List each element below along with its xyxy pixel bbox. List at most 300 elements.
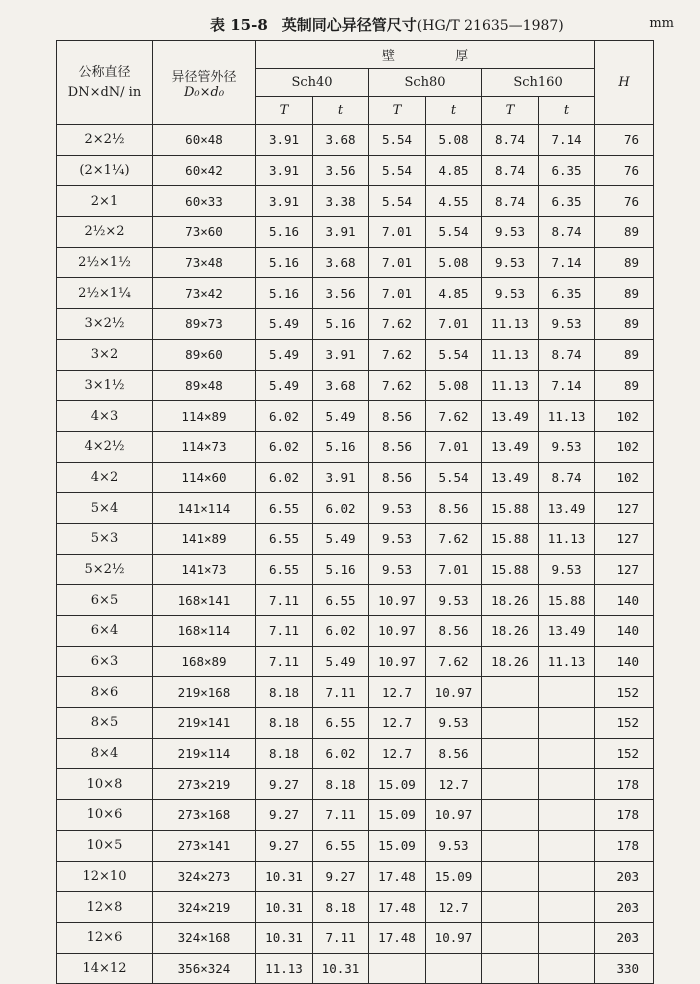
cell-dn: 3×1½	[57, 370, 153, 401]
cell-s80T: 10.97	[369, 585, 426, 616]
header-sch40-t: t	[313, 97, 369, 125]
cell-s40t: 5.16	[313, 309, 369, 340]
cell-od: 114×73	[153, 431, 256, 462]
cell-s160t	[539, 738, 595, 769]
cell-s160T	[482, 677, 539, 708]
cell-s80T: 8.56	[369, 401, 426, 432]
cell-s160t: 11.13	[539, 401, 595, 432]
cell-s160T	[482, 800, 539, 831]
cell-s80T: 15.09	[369, 800, 426, 831]
cell-s40t: 3.68	[313, 370, 369, 401]
cell-s40T: 7.11	[256, 646, 313, 677]
table-row	[57, 585, 654, 616]
cell-s160t	[539, 830, 595, 861]
cell-s80T: 7.01	[369, 247, 426, 278]
cell-H: 140	[595, 616, 654, 647]
cell-s40T: 6.02	[256, 401, 313, 432]
cell-dn: 3×2½	[57, 309, 153, 340]
cell-s80t: 7.01	[426, 309, 482, 340]
cell-s40T: 6.55	[256, 554, 313, 585]
cell-s40t: 3.56	[313, 155, 369, 186]
header-sch40: Sch40	[256, 69, 369, 97]
cell-s80T: 7.62	[369, 339, 426, 370]
unit-label: mm	[649, 16, 674, 31]
cell-H: 178	[595, 800, 654, 831]
table-title-text: 英制同心异径管尺寸	[281, 16, 417, 34]
cell-s40t: 6.02	[313, 616, 369, 647]
cell-dn: 4×2½	[57, 431, 153, 462]
cell-s40T: 9.27	[256, 769, 313, 800]
cell-s40T: 3.91	[256, 125, 313, 156]
cell-s40T: 8.18	[256, 708, 313, 739]
cell-H: 89	[595, 370, 654, 401]
cell-H: 140	[595, 646, 654, 677]
cell-H: 152	[595, 738, 654, 769]
cell-dn: 10×6	[57, 800, 153, 831]
cell-H: 89	[595, 247, 654, 278]
cell-s160T: 13.49	[482, 401, 539, 432]
cell-s40t: 5.16	[313, 431, 369, 462]
cell-H: 178	[595, 769, 654, 800]
table-caption	[0, 12, 700, 38]
header-H: H	[595, 41, 654, 125]
cell-s80T: 10.97	[369, 616, 426, 647]
cell-s80t: 4.85	[426, 278, 482, 309]
cell-s40T: 7.11	[256, 616, 313, 647]
cell-od: 141×114	[153, 493, 256, 524]
cell-s80T: 9.53	[369, 554, 426, 585]
cell-od: 114×60	[153, 462, 256, 493]
cell-s80T: 17.48	[369, 922, 426, 953]
table-row	[57, 339, 654, 370]
cell-s160T: 8.74	[482, 125, 539, 156]
cell-s160T: 18.26	[482, 616, 539, 647]
cell-od: 273×141	[153, 830, 256, 861]
cell-s40T: 10.31	[256, 922, 313, 953]
cell-s40t: 6.55	[313, 585, 369, 616]
cell-od: 219×114	[153, 738, 256, 769]
cell-dn: 5×2½	[57, 554, 153, 585]
cell-dn: 5×3	[57, 523, 153, 554]
cell-od: 89×73	[153, 309, 256, 340]
cell-s40t: 5.49	[313, 523, 369, 554]
cell-dn: 2½×1¼	[57, 278, 153, 309]
cell-s160T	[482, 769, 539, 800]
cell-s160t: 13.49	[539, 616, 595, 647]
cell-s80T: 5.54	[369, 186, 426, 217]
cell-s160t	[539, 677, 595, 708]
cell-s80T: 7.62	[369, 309, 426, 340]
cell-s80t: 4.55	[426, 186, 482, 217]
cell-s80t: 12.7	[426, 769, 482, 800]
cell-s160t: 7.14	[539, 125, 595, 156]
cell-s80T: 15.09	[369, 830, 426, 861]
table-row	[57, 186, 654, 217]
cell-dn: 2½×1½	[57, 247, 153, 278]
cell-od: 324×273	[153, 861, 256, 892]
cell-s160t: 7.14	[539, 247, 595, 278]
table-row	[57, 677, 654, 708]
cell-s80t: 7.01	[426, 554, 482, 585]
cell-s80T: 17.48	[369, 892, 426, 923]
cell-dn: 2×1	[57, 186, 153, 217]
cell-s80t: 5.54	[426, 339, 482, 370]
cell-s80T: 7.62	[369, 370, 426, 401]
cell-od: 168×141	[153, 585, 256, 616]
table-row	[57, 554, 654, 585]
cell-s160T	[482, 922, 539, 953]
header-reducer-od	[153, 41, 256, 125]
cell-od: 141×73	[153, 554, 256, 585]
cell-s40t: 3.56	[313, 278, 369, 309]
cell-s160t: 8.74	[539, 462, 595, 493]
table-row	[57, 462, 654, 493]
table-row	[57, 738, 654, 769]
header-sch40-T: T	[256, 97, 313, 125]
cell-s80T: 10.97	[369, 646, 426, 677]
cell-dn: 6×3	[57, 646, 153, 677]
cell-s160T	[482, 953, 539, 984]
table-row	[57, 830, 654, 861]
cell-od: 273×219	[153, 769, 256, 800]
cell-dn: 14×12	[57, 953, 153, 984]
cell-dn: 3×2	[57, 339, 153, 370]
cell-s80T: 8.56	[369, 431, 426, 462]
cell-H: 102	[595, 462, 654, 493]
cell-s40t: 8.18	[313, 892, 369, 923]
cell-dn: 10×5	[57, 830, 153, 861]
cell-s160T: 11.13	[482, 370, 539, 401]
cell-H: 102	[595, 431, 654, 462]
cell-s160t: 11.13	[539, 523, 595, 554]
cell-s160t: 8.74	[539, 339, 595, 370]
table-standard: (HG/T 21635—1987)	[416, 18, 564, 34]
cell-od: 324×168	[153, 922, 256, 953]
cell-s80T: 7.01	[369, 278, 426, 309]
cell-H: 76	[595, 125, 654, 156]
cell-s40t: 6.02	[313, 493, 369, 524]
cell-od: 60×33	[153, 186, 256, 217]
cell-dn: 6×4	[57, 616, 153, 647]
cell-s80T: 15.09	[369, 769, 426, 800]
cell-s80T: 12.7	[369, 677, 426, 708]
header-sch160-t: t	[539, 97, 595, 125]
cell-s40T: 6.55	[256, 523, 313, 554]
cell-s40T: 10.31	[256, 892, 313, 923]
header-nominal-diameter: 公称直径 DN×dN/ in	[57, 41, 153, 125]
cell-s80T: 7.01	[369, 217, 426, 248]
cell-s40T: 5.16	[256, 247, 313, 278]
cell-od: 114×89	[153, 401, 256, 432]
cell-s160T: 11.13	[482, 339, 539, 370]
cell-od: 60×42	[153, 155, 256, 186]
cell-s40T: 6.02	[256, 431, 313, 462]
header-reducer-od-symbol: D₀×d₀	[183, 84, 225, 100]
cell-H: 152	[595, 708, 654, 739]
header-sch160-T: T	[482, 97, 539, 125]
cell-s160t	[539, 922, 595, 953]
table-row	[57, 217, 654, 248]
cell-s160T: 15.88	[482, 523, 539, 554]
cell-s160T	[482, 861, 539, 892]
cell-s160t: 7.14	[539, 370, 595, 401]
cell-s80T: 9.53	[369, 493, 426, 524]
table-title	[210, 14, 564, 35]
cell-s80t: 9.53	[426, 708, 482, 739]
cell-H: 203	[595, 892, 654, 923]
cell-s160T	[482, 708, 539, 739]
cell-s160T: 13.49	[482, 462, 539, 493]
cell-od: 219×141	[153, 708, 256, 739]
table-row	[57, 493, 654, 524]
cell-s80t: 8.56	[426, 738, 482, 769]
cell-s80t: 9.53	[426, 585, 482, 616]
cell-s160T	[482, 830, 539, 861]
cell-s80t: 5.54	[426, 217, 482, 248]
table-row	[57, 646, 654, 677]
cell-s80T: 9.53	[369, 523, 426, 554]
header-reducer-od-label: 异径管外径	[171, 69, 237, 85]
cell-s40T: 5.16	[256, 217, 313, 248]
cell-s40t: 9.27	[313, 861, 369, 892]
cell-s80t: 5.08	[426, 125, 482, 156]
cell-H: 89	[595, 217, 654, 248]
cell-s40T: 8.18	[256, 738, 313, 769]
cell-s160t	[539, 953, 595, 984]
cell-H: 127	[595, 493, 654, 524]
cell-s80t	[426, 953, 482, 984]
cell-od: 89×48	[153, 370, 256, 401]
cell-s80T	[369, 953, 426, 984]
cell-s40t: 3.68	[313, 125, 369, 156]
table-row	[57, 431, 654, 462]
cell-s80T: 5.54	[369, 155, 426, 186]
cell-s40t: 5.16	[313, 554, 369, 585]
header-sch80: Sch80	[369, 69, 482, 97]
cell-s40T: 9.27	[256, 830, 313, 861]
cell-od: 324×219	[153, 892, 256, 923]
cell-dn: 5×4	[57, 493, 153, 524]
table-row	[57, 616, 654, 647]
cell-s40t: 5.49	[313, 646, 369, 677]
cell-s40t: 5.49	[313, 401, 369, 432]
cell-H: 140	[595, 585, 654, 616]
header-sch160: Sch160	[482, 69, 595, 97]
cell-s160T	[482, 892, 539, 923]
cell-dn: 10×8	[57, 769, 153, 800]
cell-s80t: 5.08	[426, 247, 482, 278]
cell-s160T: 9.53	[482, 217, 539, 248]
cell-s160T: 8.74	[482, 155, 539, 186]
cell-s40T: 5.49	[256, 370, 313, 401]
cell-dn: 4×2	[57, 462, 153, 493]
table-row	[57, 125, 654, 156]
cell-s160t: 9.53	[539, 431, 595, 462]
cell-od: 73×48	[153, 247, 256, 278]
cell-H: 152	[595, 677, 654, 708]
cell-s80t: 10.97	[426, 677, 482, 708]
cell-H: 89	[595, 339, 654, 370]
cell-od: 73×60	[153, 217, 256, 248]
table-row	[57, 309, 654, 340]
cell-s40T: 9.27	[256, 800, 313, 831]
cell-s80t: 5.54	[426, 462, 482, 493]
cell-s80t: 15.09	[426, 861, 482, 892]
table-row	[57, 278, 654, 309]
cell-H: 330	[595, 953, 654, 984]
table-row	[57, 370, 654, 401]
table-row	[57, 523, 654, 554]
cell-s40t: 3.68	[313, 247, 369, 278]
cell-od: 89×60	[153, 339, 256, 370]
cell-s160t: 6.35	[539, 278, 595, 309]
cell-s80T: 8.56	[369, 462, 426, 493]
cell-s160t: 13.49	[539, 493, 595, 524]
cell-od: 168×89	[153, 646, 256, 677]
cell-s80T: 12.7	[369, 708, 426, 739]
cell-s80t: 4.85	[426, 155, 482, 186]
cell-s40T: 10.31	[256, 861, 313, 892]
cell-H: 89	[595, 278, 654, 309]
cell-s40T: 5.49	[256, 339, 313, 370]
cell-s40t: 3.91	[313, 217, 369, 248]
cell-s40T: 11.13	[256, 953, 313, 984]
cell-s80t: 5.08	[426, 370, 482, 401]
cell-s40t: 3.38	[313, 186, 369, 217]
cell-dn: 12×10	[57, 861, 153, 892]
cell-s160t: 8.74	[539, 217, 595, 248]
cell-s160t: 6.35	[539, 155, 595, 186]
cell-s160T: 8.74	[482, 186, 539, 217]
cell-s80t: 8.56	[426, 493, 482, 524]
cell-s80t: 8.56	[426, 616, 482, 647]
cell-s40t: 3.91	[313, 462, 369, 493]
cell-s160t	[539, 769, 595, 800]
cell-H: 127	[595, 523, 654, 554]
cell-s160T: 18.26	[482, 646, 539, 677]
cell-dn: 8×5	[57, 708, 153, 739]
cell-s40T: 3.91	[256, 155, 313, 186]
cell-s160t: 15.88	[539, 585, 595, 616]
header-sch80-T: T	[369, 97, 426, 125]
cell-dn: 2×2½	[57, 125, 153, 156]
header-sch80-t: t	[426, 97, 482, 125]
cell-H: 203	[595, 922, 654, 953]
cell-s160t	[539, 861, 595, 892]
cell-s80t: 10.97	[426, 800, 482, 831]
cell-s80T: 5.54	[369, 125, 426, 156]
cell-s40t: 10.31	[313, 953, 369, 984]
cell-s160t	[539, 800, 595, 831]
cell-od: 168×114	[153, 616, 256, 647]
cell-od: 356×324	[153, 953, 256, 984]
cell-s160t: 9.53	[539, 554, 595, 585]
table-row	[57, 247, 654, 278]
cell-s40t: 8.18	[313, 769, 369, 800]
cell-s160T: 18.26	[482, 585, 539, 616]
cell-H: 127	[595, 554, 654, 585]
header-wall-thickness: 壁 厚	[256, 41, 595, 69]
cell-s40t: 6.55	[313, 830, 369, 861]
table-row	[57, 922, 654, 953]
cell-dn: 8×4	[57, 738, 153, 769]
cell-H: 89	[595, 309, 654, 340]
table-row	[57, 861, 654, 892]
reducer-dimension-table	[56, 40, 654, 984]
cell-s40T: 5.49	[256, 309, 313, 340]
cell-s80t: 7.01	[426, 431, 482, 462]
cell-s160T: 11.13	[482, 309, 539, 340]
table-row	[57, 800, 654, 831]
cell-dn: 12×6	[57, 922, 153, 953]
cell-s160t: 6.35	[539, 186, 595, 217]
table-row	[57, 769, 654, 800]
cell-H: 76	[595, 155, 654, 186]
cell-s40t: 6.02	[313, 738, 369, 769]
cell-s160t	[539, 708, 595, 739]
table-row	[57, 708, 654, 739]
cell-dn: 6×5	[57, 585, 153, 616]
cell-s80t: 7.62	[426, 401, 482, 432]
cell-H: 102	[595, 401, 654, 432]
table-row	[57, 892, 654, 923]
cell-od: 219×168	[153, 677, 256, 708]
cell-od: 73×42	[153, 278, 256, 309]
cell-s40t: 3.91	[313, 339, 369, 370]
cell-s40T: 5.16	[256, 278, 313, 309]
table-row	[57, 155, 654, 186]
table-number: 表 15-8	[210, 16, 268, 34]
cell-H: 203	[595, 861, 654, 892]
cell-s40t: 7.11	[313, 800, 369, 831]
cell-s80t: 7.62	[426, 523, 482, 554]
cell-s160T: 15.88	[482, 493, 539, 524]
cell-s80t: 12.7	[426, 892, 482, 923]
cell-s80T: 17.48	[369, 861, 426, 892]
cell-s40T: 6.02	[256, 462, 313, 493]
cell-s80t: 7.62	[426, 646, 482, 677]
cell-s160T: 15.88	[482, 554, 539, 585]
cell-od: 273×168	[153, 800, 256, 831]
cell-s40t: 6.55	[313, 708, 369, 739]
table-row	[57, 953, 654, 984]
cell-s40T: 3.91	[256, 186, 313, 217]
cell-H: 178	[595, 830, 654, 861]
table-body	[57, 125, 654, 984]
cell-dn: 2½×2	[57, 217, 153, 248]
cell-s40T: 7.11	[256, 585, 313, 616]
cell-s40T: 8.18	[256, 677, 313, 708]
cell-s160T: 13.49	[482, 431, 539, 462]
cell-dn: (2×1¼)	[57, 155, 153, 186]
cell-od: 141×89	[153, 523, 256, 554]
cell-od: 60×48	[153, 125, 256, 156]
cell-s80T: 12.7	[369, 738, 426, 769]
cell-s80t: 10.97	[426, 922, 482, 953]
table-row	[57, 401, 654, 432]
cell-dn: 4×3	[57, 401, 153, 432]
cell-s40T: 6.55	[256, 493, 313, 524]
cell-s40t: 7.11	[313, 922, 369, 953]
cell-dn: 8×6	[57, 677, 153, 708]
cell-s160T: 9.53	[482, 278, 539, 309]
cell-s160T	[482, 738, 539, 769]
cell-s160t: 11.13	[539, 646, 595, 677]
cell-dn: 12×8	[57, 892, 153, 923]
cell-H: 76	[595, 186, 654, 217]
cell-s160t: 9.53	[539, 309, 595, 340]
cell-s160t	[539, 892, 595, 923]
